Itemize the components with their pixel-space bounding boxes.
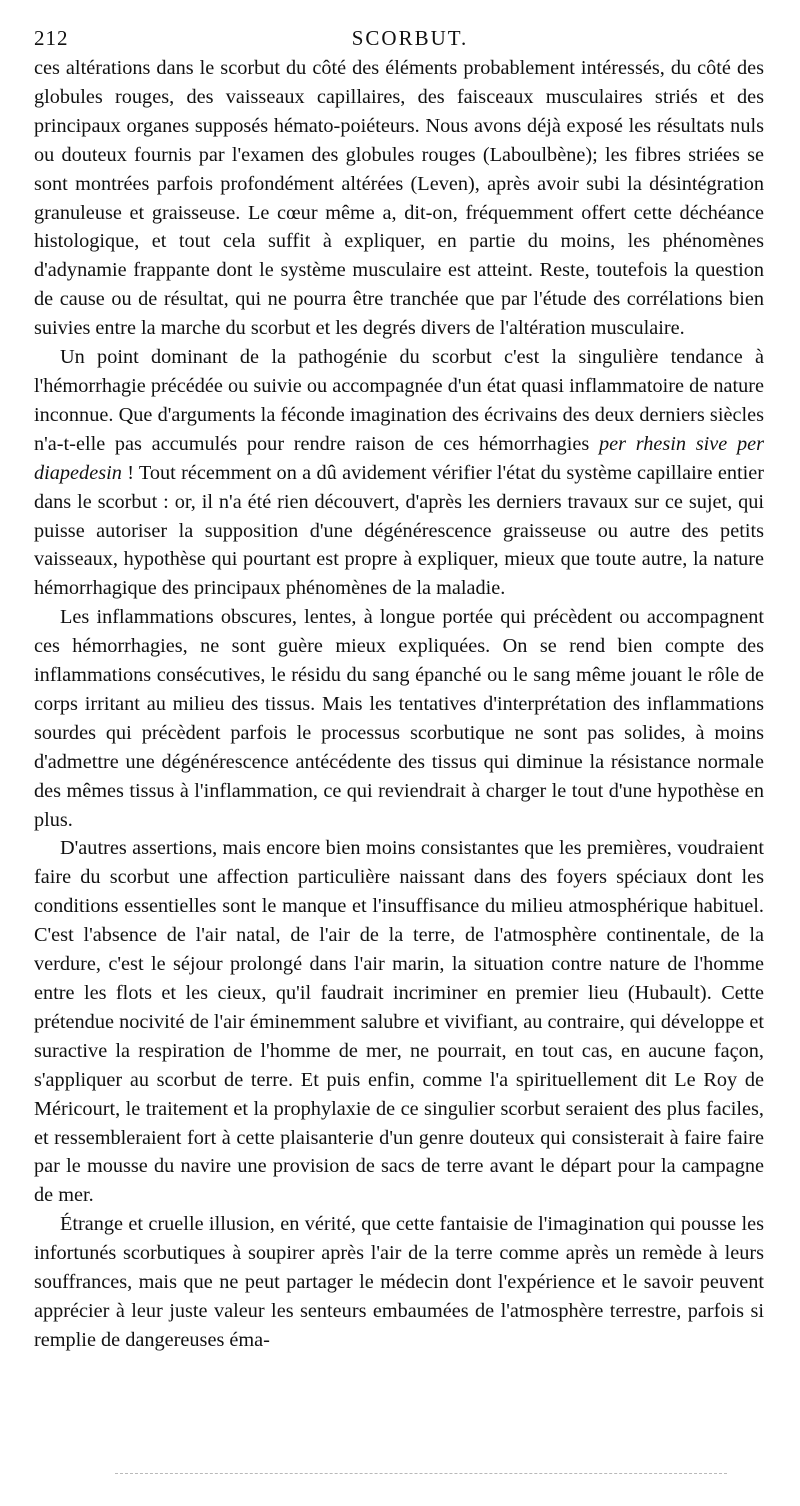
paragraph-text: Les inflammations obscures, lentes, à longue portée qui précèdent ou accompagnent ces hémorrhagies, ne sont guère mieux expliquées. On se rend bien compte des inflammations consécutives, le résidu du sang épanché ou le sang même jouant le rôle de corps irritant au milieu des tissus. Mais les tentatives d'interprétation des inflammations sourdes qui précèdent parfois le processus scorbutique ne sont pas solides, à moins d'admettre une dégénérescence antécédente des tissus qui diminue la résistance normale des mêmes tissus à l'inflammation, ce qui reviendrait à charger le tout d'une hypothèse en plus.: [34, 606, 764, 831]
paragraph-text: Un point dominant de la pathogénie du scorbut c'est la singulière tendance à l'hémorrhagie précédée ou suivie ou accompagnée d'un état quasi inflammatoire de nature inconnue. Que d'arguments la féconde imagination des écrivains des deux derniers siècles n'a-t-elle pas accumulés pour rendre raison de ces hémorrhagies: [34, 346, 764, 455]
footer-rule: [115, 1473, 727, 1474]
paragraph-text: ! Tout récemment on a dû avidement vérifier l'état du système capillaire entier dans le scorbut : or, il n'a été rien découvert, d'après les derniers travaux sur ce sujet, qui puisse autoriser la supposition d'une dégénérescence graisseuse ou autre des petits vaisseaux, hypothèse qui pourtant est propre à expliquer, mieux que toute autre, la nature hémorrhagique des principaux phénomènes de la maladie.: [34, 461, 764, 600]
paragraph-text: ces altérations dans le scorbut du côté des éléments probablement intéressés, du côté des globules rouges, des vaisseaux capillaires, des faisceaux musculaires striés et des principaux organes supposés hémato-poiéteurs. Nous avons déjà exposé les résultats nuls ou douteux fournis par l'examen des globules rouges (Laboulbène); les fibres striées se sont montrées parfois profondément altérées (Leven), après avoir subi la désintégration granuleuse et graisseuse. Le cœur même a, dit-on, fréquemment offert cette déchéance histologique, et tout cela suffit à expliquer, en partie du moins, les phénomènes d'adynamie frappante dont le système musculaire est atteint. Reste, toutefois la question de cause ou de résultat, qui ne pourra être tranchée que par l'étude des corrélations bien suivies entre la marche du scorbut et les degrés divers de l'altération musculaire.: [34, 57, 764, 340]
paragraph-text: D'autres assertions, mais encore bien moins consistantes que les premières, voudraient faire du scorbut une affection particulière naissant dans des foyers spéciaux dont les conditions essentielles sont le manque et l'insuffisance du milieu atmosphérique habituel. C'est l'absence de l'air natal, de l'air de la terre, de l'atmosphère continentale, de la verdure, c'est le séjour prolongé dans l'air marin, la situation contre nature de l'homme entre les flots et les cieux, qu'il faudrait incriminer en premier lieu (Hubault). Cette prétendue nocivité de l'air éminemment salubre et vivifiant, au contraire, qui développe et suractive la respiration de l'homme de mer, ne pourrait, en tout cas, en aucune façon, s'appliquer au scorbut de terre. Et puis enfin, comme l'a spirituellement dit Le Roy de Méricourt, le traitement et la prophylaxie de ce singulier scorbut seraient des plus faciles, et ressembleraient fort à cette plaisanterie d'un genre douteux qui consisterait à faire faire par le mousse du navire une provision de sacs de terre avant le départ pour la campagne de mer.: [34, 837, 764, 1207]
paragraph-inflammations: [34, 603, 764, 834]
paragraph-illusion: [34, 1210, 764, 1355]
book-page: [34, 22, 764, 1355]
paragraph-pathogenie: [34, 343, 764, 603]
paragraph-text: Étrange et cruelle illusion, en vérité, que cette fantaisie de l'imagination qui pousse les infortunés scorbutiques à soupirer après l'air de la terre comme après un remède à leurs souffrances, mais que ne peut partager le médecin dont l'expérience et le savoir peuvent apprécier à leur juste valeur les senteurs embaumées de l'atmosphère terrestre, parfois si remplie de dangereuses éma-: [34, 1213, 764, 1351]
paragraph-assertions: [34, 834, 764, 1210]
running-head: [34, 22, 764, 54]
running-title: SCORBUT.: [351, 26, 469, 50]
paragraph-continuation: [34, 54, 764, 343]
body-text: [34, 54, 764, 1355]
page-number: 212: [34, 26, 69, 50]
latin-phrase: per rhesin sive per diapedesin: [34, 432, 765, 484]
